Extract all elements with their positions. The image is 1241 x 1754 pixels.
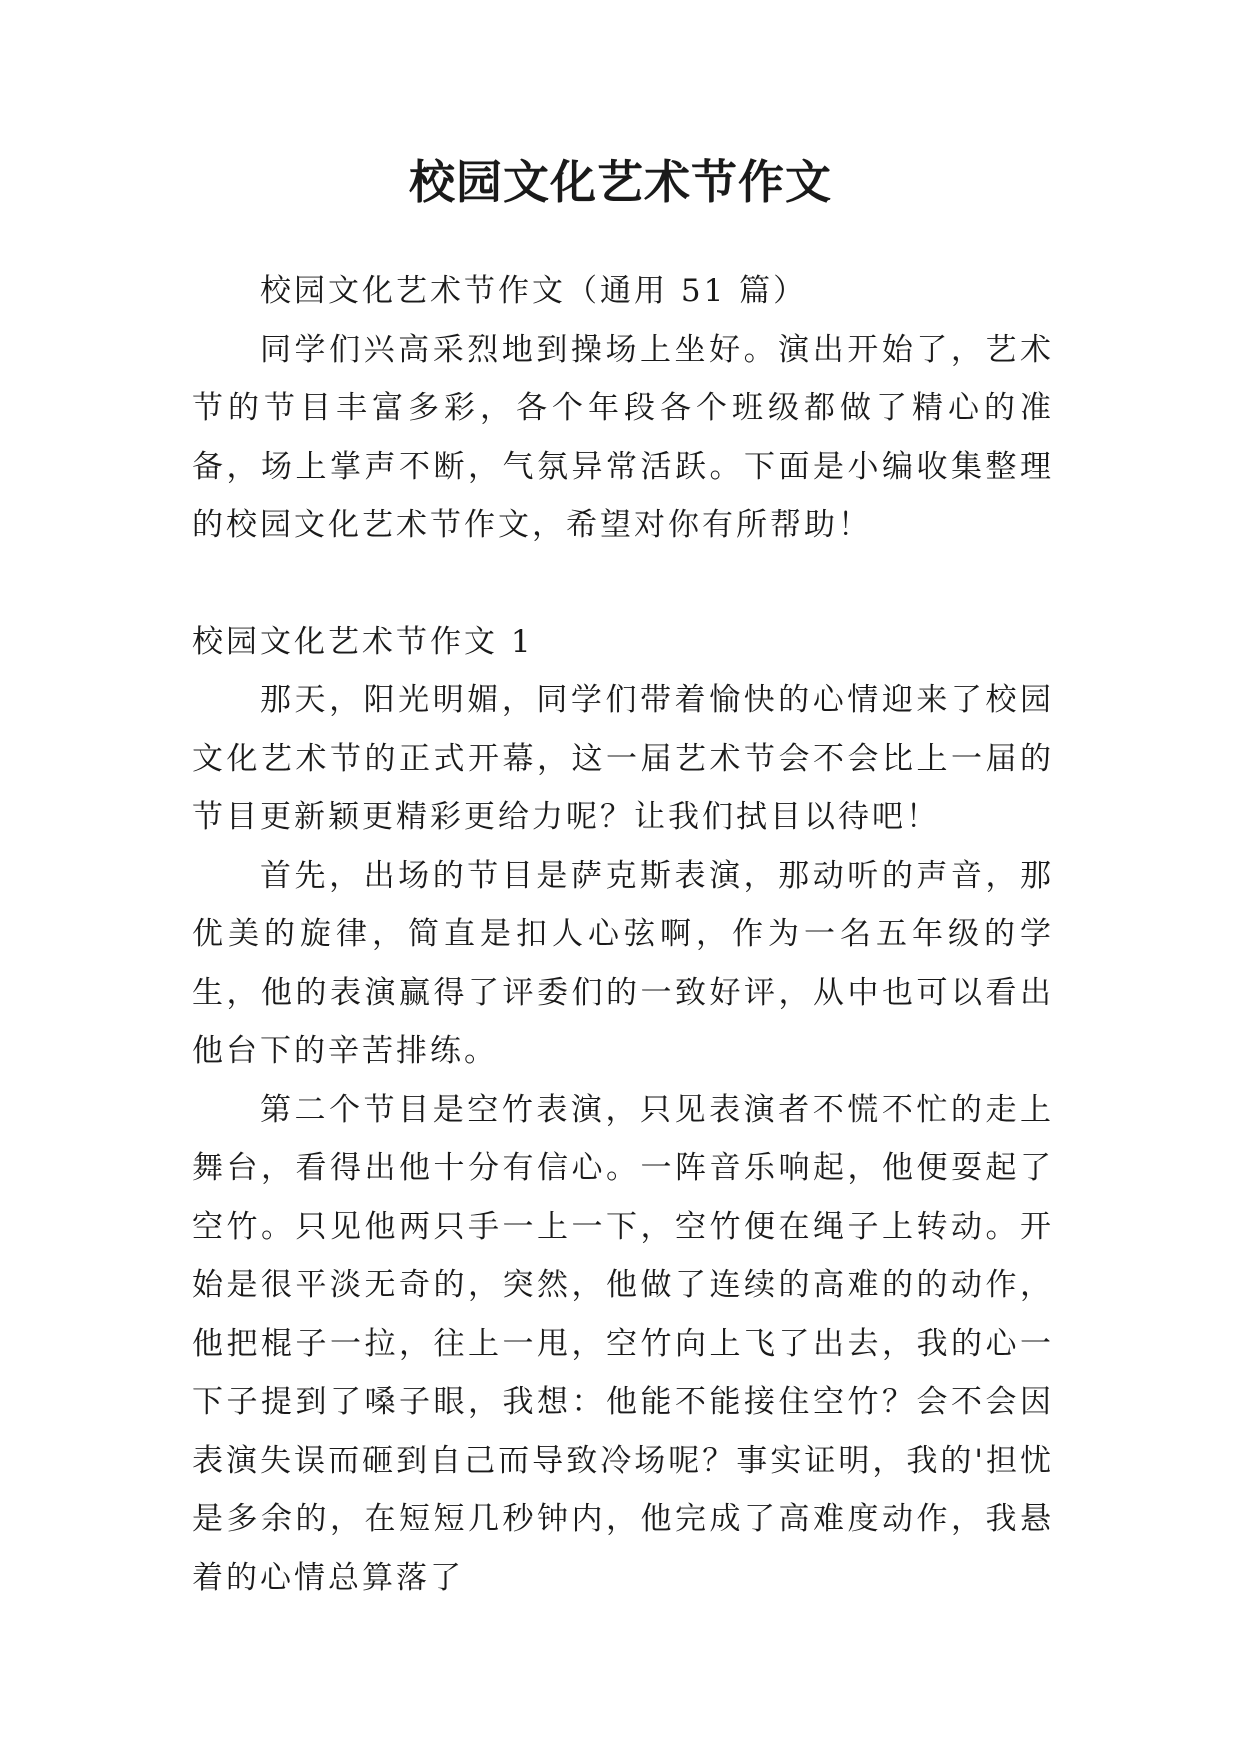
- section-paragraph: 首先，出场的节目是萨克斯表演，那动听的声音，那优美的旋律，简直是扣人心弦啊，作为一名五年级的学生，他的表演赢得了评委们的一致好评，从中也可以看出他台下的辛苦排练。: [192, 857, 1054, 1069]
- section-paragraph: 那天，阳光明媚，同学们带着愉快的心情迎来了校园文化艺术节的正式开幕，这一届艺术节会不会比上一届的节目更新颖更精彩更给力呢？让我们拭目以待吧！: [192, 682, 1054, 835]
- section-heading: 校园文化艺术节作文 1: [192, 623, 534, 660]
- intro-summary: 同学们兴高采烈地到操场上坐好。演出开始了，艺术节的节目丰富多彩，各个年段各个班级都做了精心的准备，场上掌声不断，气氛异常活跃。下面是小编收集整理的校园文化艺术节作文，希望对你有所帮助！: [192, 331, 1054, 543]
- document-body: [192, 262, 1054, 1607]
- intro-subtitle: 校园文化艺术节作文（通用 51 篇）: [260, 273, 808, 309]
- section-paragraph: 第二个节目是空竹表演，只见表演者不慌不忙的走上舞台，看得出他十分有信心。一阵音乐响起，他便耍起了空竹。只见他两只手一上一下，空竹便在绳子上转动。开始是很平淡无奇的，突然，他做了连续的高难的的动作，他把棍子一拉，往上一甩，空竹向上飞了出去，我的心一下子提到了嗓子眼，我想：他能不能接住空竹？会不会因表演失误而砸到自己而导致冷场呢？事实证明，我的'担忧是多余的，在短短几秒钟内，他完成了高难度动作，我悬着的心情总算落了: [192, 1091, 1054, 1596]
- document-title: 校园文化艺术节作文: [409, 155, 832, 209]
